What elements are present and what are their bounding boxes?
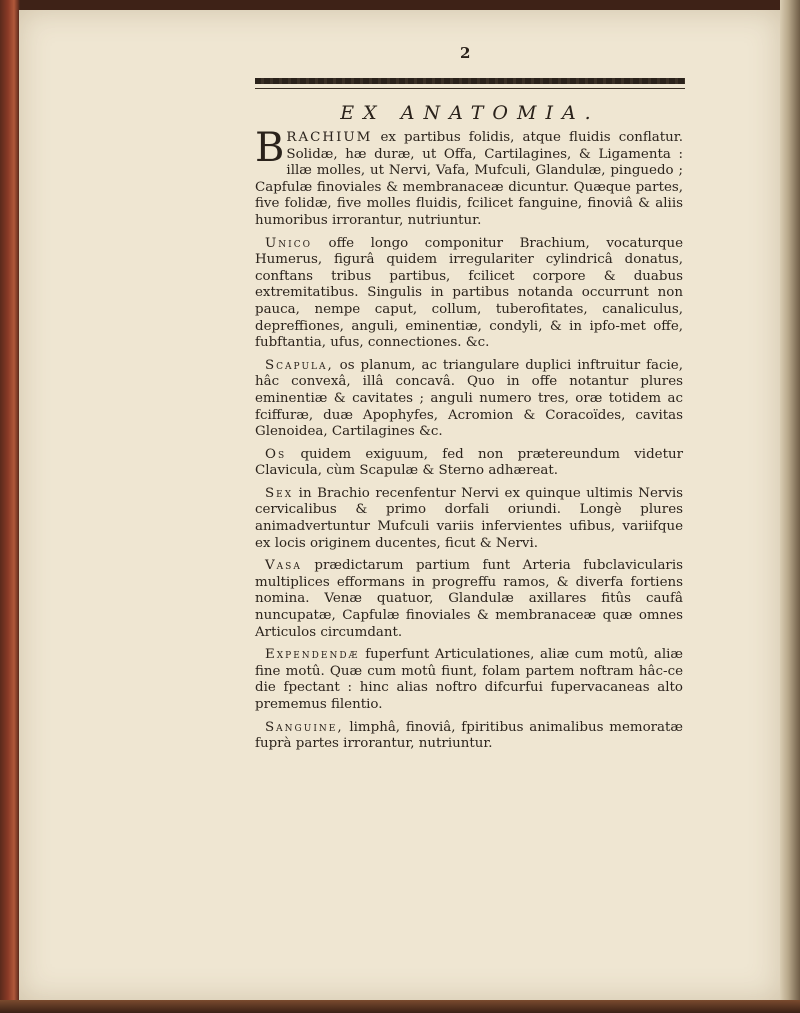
paragraph (255, 236, 683, 352)
drop-cap: B (255, 125, 285, 171)
paragraph-lead: Sanguine, (265, 719, 344, 735)
body-text (255, 125, 683, 759)
paragraph-text: os planum, ac triangulare duplici inftruitur facie, hâc convexâ, illâ concavâ. Quo in offe notantur plures eminentiæ & cavitates ; anguli numero tres, oræ totidem ac fciffuræ, duæ Apophyfes, Acromion & Coracoïdes, cavitas Glenoidea, Cartilagines &c. (255, 357, 683, 440)
paragraph (255, 558, 683, 641)
paragraph-text: in Brachio recenfentur Nervi ex quinque ultimis Nervis cervicalibus & primo dorfali oriundi. Longè plures animadvertuntur Mufculi variis infervientes ufibus, variifque ex locis originem ducentes, ficut & Nervi. (255, 485, 683, 551)
paragraph (255, 486, 683, 552)
paragraph (255, 358, 683, 441)
paragraph (255, 125, 683, 230)
paragraph-text: limphâ, finoviâ, fpiritibus animalibus memoratæ fuprà partes irrorantur, nutriuntur. (255, 719, 683, 752)
paragraph-lead: Expendendæ (265, 647, 360, 663)
paragraph-lead: RACHIUM (286, 130, 373, 145)
paragraph-text: ex partibus folidis, atque fluidis conflatur. Solidæ, hæ duræ, ut Offa, Cartilagines, & Ligamenta : illæ molles, ut Nervi, Vafa, Mufculi, Glandulæ, pinguedo ; Capfulæ finoviales & membranaceæ dicuntur. Quæque partes, five folidæ, five molles fluidis, fcilicet fanguine, finoviâ & aliis humoribus irrorantur, nutriuntur. (255, 130, 683, 228)
paragraph (255, 447, 683, 480)
section-heading: EX ANATOMIA. (340, 102, 600, 124)
ornamental-rule (255, 78, 685, 84)
paragraph-lead: Sex (265, 485, 294, 501)
paragraph-lead: Vasa (265, 558, 302, 574)
paragraph-text: fuperfunt Articulationes, aliæ cum motû, aliæ fine motû. Quæ cum motû fiunt, folam partem noftram hâc-ce die fpectant : hinc alias noftro difcurfui fupervacaneas alto prememus filentio. (255, 647, 683, 712)
paragraph-text: prædictarum partium funt Arteria fubclavicularis multiplices efformans in progreffu ramos, & diverfa fortiens nomina. Venæ quatuor, Glandulæ axillares fitûs caufâ nuncupatæ, Capfulæ finoviales & membranaceæ quæ omnes Articulos circumdant. (255, 558, 683, 640)
paragraph-lead: Scapula, (265, 357, 334, 373)
page-number: 2 (460, 44, 471, 62)
paragraph-text: quidem exiguum, fed non prætereundum videtur Clavicula, cùm Scapulæ & Sterno adhæreat. (255, 446, 683, 479)
paragraph (255, 720, 683, 753)
page-edge-bottom (0, 1000, 800, 1013)
paragraph (255, 647, 683, 713)
paragraph-text: offe longo componitur Brachium, vocaturque Humerus, figurâ quidem irregulariter cylindricâ donatus, conftans tribus partibus, fcilicet corpore & duabus extremitatibus. Singulis in partibus notanda occurrunt non pauca, nempe caput, collum, tuberofitates, canaliculus, depreffiones, anguli, eminentiæ, condyli, & in ipfo-met offe, fubftantia, ufus, connectiones. &c. (255, 235, 683, 351)
ornamental-rule-thin (255, 88, 685, 89)
paragraph-lead: Os (265, 446, 287, 462)
page-edge-right (780, 0, 800, 1013)
paragraph-lead: Unico (265, 235, 312, 251)
